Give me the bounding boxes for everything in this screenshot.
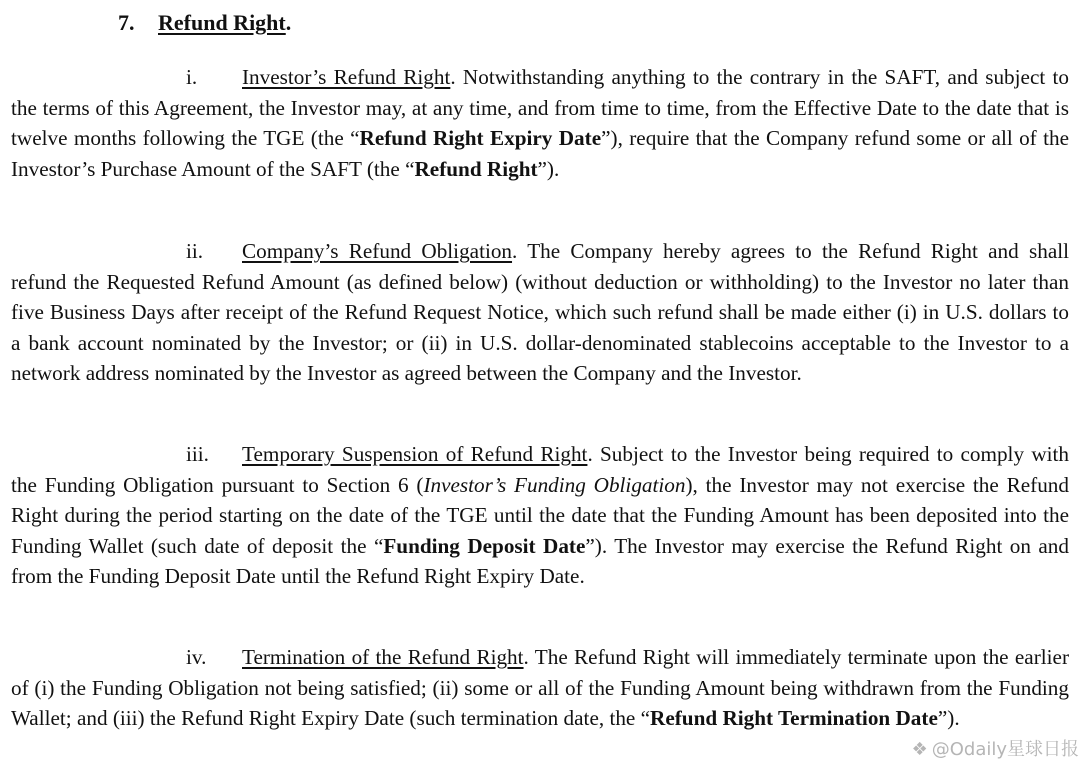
paragraph-heading: Termination of the Refund Right [242, 645, 524, 669]
defined-term: Funding Deposit Date [383, 533, 586, 558]
section-title: Refund Right [158, 10, 286, 35]
section-number: 7. [118, 10, 135, 35]
paragraph-company-refund-obligation [11, 236, 1069, 389]
paragraph-termination-of-refund-right [11, 642, 1069, 734]
cross-reference: Investor’s Funding Obligation [423, 472, 686, 497]
body-text: . The Company hereby agrees to the Refund Right and shall refund the Requested Refund Amount (as defined below) (without deduction or withholding) to the Investor no later than five Business Days after receipt of the Refund Request Notice, which such refund shall be made either (i) in U.S. dollars to a bank account nominated by the Investor; or (ii) in U.S. dollar-denominated stablecoins acceptable to the Investor to a network address nominated by the Investor as agreed between the Company and the Investor. [11, 239, 1069, 386]
paragraph-index: i. [186, 65, 198, 89]
body-text: . Subject to the Investor being required to comply with the Funding Obligation pursuant to Section 6 ( [11, 442, 1069, 497]
paragraph-heading: Temporary Suspension of Refund Right [242, 442, 588, 466]
body-text: ), the Investor may not exercise the Refund Right during the period starting on the date of the TGE until the date that the Funding Amount has been deposited into the Funding Wallet (such date of deposit the “ [11, 472, 1069, 558]
odaily-logo-icon: ❖ [911, 739, 928, 760]
body-text: ”). [937, 706, 960, 731]
paragraph-body [11, 65, 1069, 181]
paragraph-heading: Investor’s Refund Right [242, 65, 451, 89]
body-text: . The Refund Right will immediately terminate upon the earlier of (i) the Funding Obligation not being satisfied; (ii) some or all of the Funding Amount being withdrawn from the Funding Wallet; and (iii) the Refund Right Expiry Date (such termination date, the “ [11, 645, 1070, 731]
paragraph-investors-refund-right [11, 62, 1069, 184]
paragraph-index: ii. [186, 239, 204, 263]
paragraph-index: iv. [186, 645, 207, 669]
paragraph-body [11, 239, 1069, 385]
body-text: ”). The Investor may exercise the Refund Right on and from the Funding Deposit Date until the Refund Right Expiry Date. [11, 533, 1069, 589]
defined-term: Refund Right Expiry Date [359, 126, 602, 151]
paragraph-temporary-suspension [11, 439, 1069, 592]
paragraph-heading: Company’s Refund Obligation [242, 239, 513, 263]
section-title-period: . [285, 10, 292, 35]
paragraph-body [11, 645, 1069, 730]
section-heading [118, 8, 291, 38]
watermark [912, 735, 1079, 761]
defined-term: Refund Right Termination Date [650, 706, 938, 731]
paragraph-index: iii. [186, 442, 209, 466]
body-text: . Notwithstanding anything to the contrary in the SAFT, and subject to the terms of this Agreement, the Investor may, at any time, and from time to time, from the Effective Date to the date that is twelve months following the TGE (the “ [11, 65, 1069, 151]
body-text: ”), require that the Company refund some or all of the Investor’s Purchase Amount of the SAFT (the “ [11, 126, 1069, 181]
watermark-text: @Odaily星球日报 [931, 739, 1079, 760]
defined-term: Refund Right [414, 156, 538, 181]
body-text: ”). [537, 156, 560, 181]
